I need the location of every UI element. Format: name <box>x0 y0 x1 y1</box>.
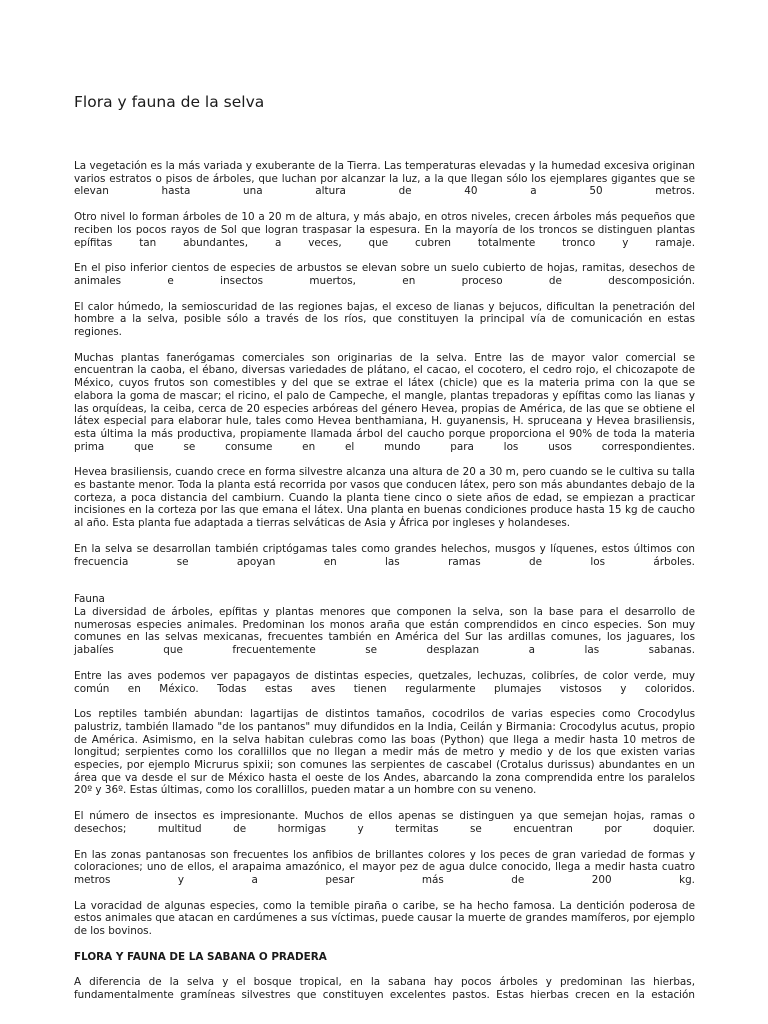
paragraph-zonas-pantanosas: En las zonas pantanosas son frecuentes los anfibios de brillantes colores y los peces de gran variedad de formas y coloraciones; uno de ellos, el arapaima amazónico, el mayor pez de agua dulce conocido, llega a medir hasta cuatro metros y a pesar más de 200 kg. <box>74 848 695 886</box>
paragraph-plantas-fanerogamas: Muchas plantas fanerógamas comerciales son originarias de la selva. Entre las de mayor valor comercial se encuentran la caoba, el ébano, diversas variedades de plátano, el cacao, el cocotero, el cedro rojo, el chicozapote de México, cuyos frutos son comestibles y del que se extrae el látex (chicle) que es la materia prima con la que se elabora la goma de mascar; el ricino, el palo de Campeche, el mangle, plantas trepadoras y epífitas como las lianas y las orquídeas, la ceiba, cerca de 20 especies arbóreas del género Hevea, propias de América, de las que se obtiene el látex especial para elaborar hule, tales como Hevea benthamiana, H. guyanensis, H. spruceana y Hevea brasiliensis, esta última la más productiva, propiamente llamada árbol del caucho porque proporciona el 90% de toda la materia prima que se consume en el mundo para los usos correspondientes. <box>74 351 695 453</box>
paragraph-insectos: El número de insectos es impresionante. Muchos de ellos apenas se distinguen ya que semejan hojas, ramas o desechos; multitud de hormigas y termitas se encuentran por doquier. <box>74 810 695 835</box>
paragraph-hevea-brasiliensis: Hevea brasiliensis, cuando crece en forma silvestre alcanza una altura de 20 a 30 m, pero cuando se le cultiva su talla es bastante menor. Toda la planta está recorrida por vasos que conducen látex, pero son más abundantes debajo de la corteza, a poca distancia del cambiurn. Cuando la planta tiene cinco o siete años de edad, se empiezan a practicar incisiones en la corteza por las que emana el látex. Una planta en buenas condiciones produce hasta 15 kg de caucho al año. Esta planta fue adaptada a tierras selváticas de Asia y África por ingleses y holandeses. <box>74 466 695 530</box>
section-heading-sabana: FLORA Y FAUNA DE LA SABANA O PRADERA <box>74 950 327 963</box>
paragraph-calor-humedo: El calor húmedo, la semioscuridad de las regiones bajas, el exceso de lianas y bejucos, dificultan la penetración del hombre a la selva, posible sólo a través de los ríos, que constituyen la principal vía de comunicación en estas regiones. <box>74 300 695 339</box>
paragraph-reptiles: Los reptiles también abundan: lagartijas de distintos tamaños, cocodrilos de varias especies como Crocodylus palustriz, también llamado "de los pantanos" muy difundidos en la India, Ceilán y Birmania: Crocodylus acutus, propio de América. Asimismo, en la selva habitan culebras como las boas (Python) que llega a medir hasta 10 metros de longitud; serpientes como los corallillos que no llegan a medir más de metro y medio y de los que existen varias especies, por ejemplo Micrurus spixii; son comunes las serpientes de cascabel (Crotalus durissus) abundantes en un área que va desde el sur de México hasta el oeste de los Andes, abarcando la zona comprendida entre los paralelos 20º y 36º. Estas últimas, como los corallillos, pueden matar a un hombre con su veneno. <box>74 708 695 797</box>
paragraph-diversidad: La diversidad de árboles, epífitas y plantas menores que componen la selva, son la base para el desarrollo de numerosas especies animales. Predominan los monos araña que están comprendidos en cinco especies. Son muy comunes en las selvas mexicanas, frecuentes también en América del Sur las ardillas comunes, los jaguares, los jabalíes que frecuentemente se desplazan a las sabanas. <box>74 605 695 657</box>
paragraph-otro-nivel: Otro nivel lo forman árboles de 10 a 20 m de altura, y más abajo, en otros niveles, crecen árboles más pequeños que reciben los pocos rayos de Sol que logran traspasar la espesura. En la mayoría de los troncos se distinguen plantas epífitas tan abundantes, a veces, que cubren totalmente tronco y ramaje. <box>74 211 695 249</box>
paragraph-sabana: A diferencia de la selva y el bosque tropical, en la sabana hay pocos árboles y predominan las hierbas, fundamentalmente gramíneas silvestres que constituyen excelentes pastos. Estas hierbas crecen en la estación <box>74 976 695 1002</box>
paragraph-aves: Entre las aves podemos ver papagayos de distintas especies, quetzales, lechuzas, colibríes, de color verde, muy común en México. Todas estas aves tienen regularmente plumajes vistosos y coloridos. <box>74 669 695 695</box>
document-title: Flora y fauna de la selva <box>74 93 265 111</box>
paragraph-criptogamas: En la selva se desarrollan también criptógamas tales como grandes helechos, musgos y líquenes, estos últimos con frecuencia se apoyan en las ramas de los árboles. <box>74 542 695 568</box>
paragraph-vegetacion: La vegetación es la más variada y exuberante de la Tierra. Las temperaturas elevadas y la humedad excesiva originan varios estratos o pisos de árboles, que luchan por alcanzar la luz, a la que llegan sólo los ejemplares gigantes que se elevan hasta una altura de 40 a 50 metros. <box>74 160 695 198</box>
paragraph-voracidad: La voracidad de algunas especies, como la temible piraña o caribe, se ha hecho famosa. La dentición poderosa de estos animales que atacan en cardúmenes a sus víctimas, puede causar la muerte de grandes mamíferos, por ejemplo de los bovinos. <box>74 899 695 938</box>
paragraph-piso-inferior: En el piso inferior cientos de especies de arbustos se elevan sobre un suelo cubierto de hojas, ramitas, desechos de animales e insectos muertos, en proceso de descomposición. <box>74 262 695 287</box>
fauna-heading: Fauna <box>74 593 105 606</box>
document-body <box>74 160 695 1002</box>
